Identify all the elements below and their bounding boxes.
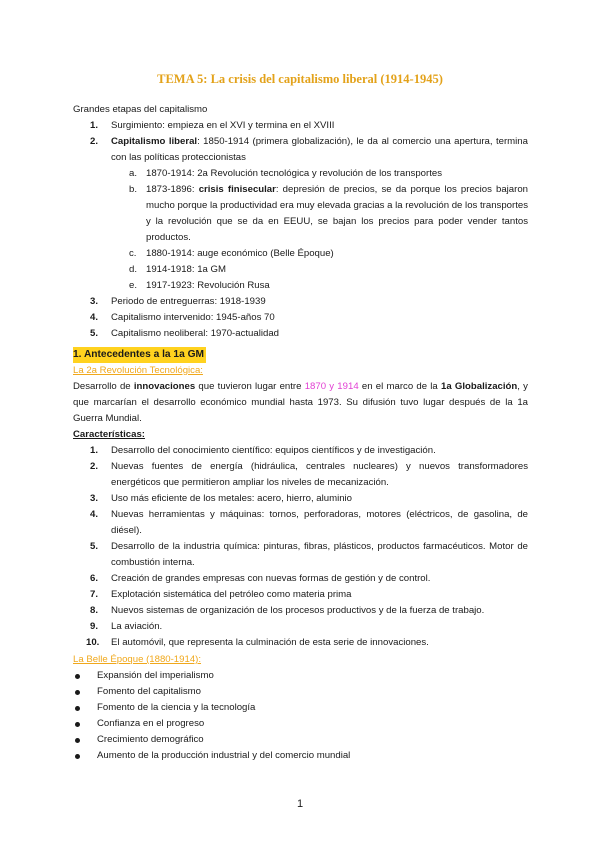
substage-item: d. 1914-1918: 1a GM <box>129 264 227 275</box>
subsection-heading: La 2a Revolución Tecnológica: <box>73 365 203 376</box>
bullet-icon <box>75 690 80 695</box>
bullet-icon <box>75 674 80 679</box>
bullet-icon <box>75 738 80 743</box>
section-belle-epoque <box>73 652 528 764</box>
characteristic-item: 8. Nuevos sistemas de organización de los procesos productivos y de la fuerza de trabajo. <box>90 605 485 616</box>
substage-item: c. 1880-1914: auge económico (Belle Époque) <box>129 248 334 259</box>
page-number: 1 <box>296 798 304 810</box>
characteristics-heading: Características: <box>73 429 145 440</box>
characteristic-item: 10. El automóvil, que representa la culminación de esta serie de innovaciones. <box>86 637 429 648</box>
bullet-item: Aumento de la producción industrial y del comercio mundial <box>73 748 528 764</box>
characteristic-item: 3. Uso más eficiente de los metales: acero, hierro, aluminio <box>90 493 353 504</box>
characteristic-item: 1. Desarrollo del conocimiento científico: equipos científicos y de investigación. <box>90 445 436 456</box>
characteristic-item: 5. Desarrollo de la industria química: pinturas, fibras, plásticos, productos farmacéuticos. Motor de combustión interna. <box>90 541 528 568</box>
characteristic-item: 7. Explotación sistemática del petróleo como materia prima <box>90 589 352 600</box>
bullet-item: Fomento de la ciencia y la tecnología <box>73 700 528 716</box>
characteristic-item: 9. La aviación. <box>90 621 163 632</box>
stage-item: 1. Surgimiento: empieza en el XVI y termina en el XVIII <box>90 120 335 131</box>
bullet-item: Fomento del capitalismo <box>73 684 528 700</box>
bullet-item: Expansión del imperialismo <box>73 668 528 684</box>
bullet-item: Crecimiento demográfico <box>73 732 528 748</box>
stages-section <box>73 102 528 342</box>
stage-item: 3. Periodo de entreguerras: 1918-1939 <box>90 296 266 307</box>
stage-item: 5. Capitalismo neoliberal: 1970-actualidad <box>90 328 279 339</box>
intro-paragraph: Desarrollo de innovaciones que tuvieron lugar entre 1870 y 1914 en el marco de la 1a Globalización, y que marcarían el desarrollo económico mundial hasta 1973. Su difusión tuvo lugar después de la 1a Guerra Mundial. <box>73 381 528 424</box>
bullet-item: Confianza en el progreso <box>73 716 528 732</box>
substage-item: a. 1870-1914: 2a Revolución tecnológica y revolución de los transportes <box>129 168 442 179</box>
substage-item: b. 1873-1896: crisis finisecular: depresión de precios, se da porque los precios bajaron mucho porque la productividad era muy elevada gracias a la revolución de los transportes y la revolución que se da en EEUU, se bajan los precios para poder vender tantos productos. <box>129 184 528 243</box>
stage-item: 2. Capitalismo liberal: 1850-1914 (primera globalización), le da al comercio una apertura, termina con las políticas proteccionistas <box>90 136 528 163</box>
bullet-icon <box>75 754 80 759</box>
substage-item: e. 1917-1923: Revolución Rusa <box>129 280 270 291</box>
bullet-icon <box>75 706 80 711</box>
stage-item: 4. Capitalismo intervenido: 1945-años 70 <box>90 312 275 323</box>
characteristic-item: 6. Creación de grandes empresas con nuevas formas de gestión y de control. <box>90 573 431 584</box>
bullet-icon <box>75 722 80 727</box>
stages-intro: Grandes etapas del capitalismo <box>73 104 208 115</box>
subsection-heading: La Belle Époque (1880-1914): <box>73 654 202 665</box>
section-antecedentes <box>73 347 528 651</box>
document-title: TEMA 5: La crisis del capitalismo liberal (1914-1945) <box>157 72 443 86</box>
characteristic-item: 2. Nuevas fuentes de energía (hidráulica, centrales nucleares) y nuevos transformadores energéticos que permitieron ampliar los niveles de mecanización. <box>90 461 528 488</box>
characteristic-item: 4. Nuevas herramientas y máquinas: tornos, perforadoras, motores (eléctricos, de gasolina, de diésel). <box>90 509 528 536</box>
section-heading: 1. Antecedentes a la 1a GM <box>73 347 206 363</box>
